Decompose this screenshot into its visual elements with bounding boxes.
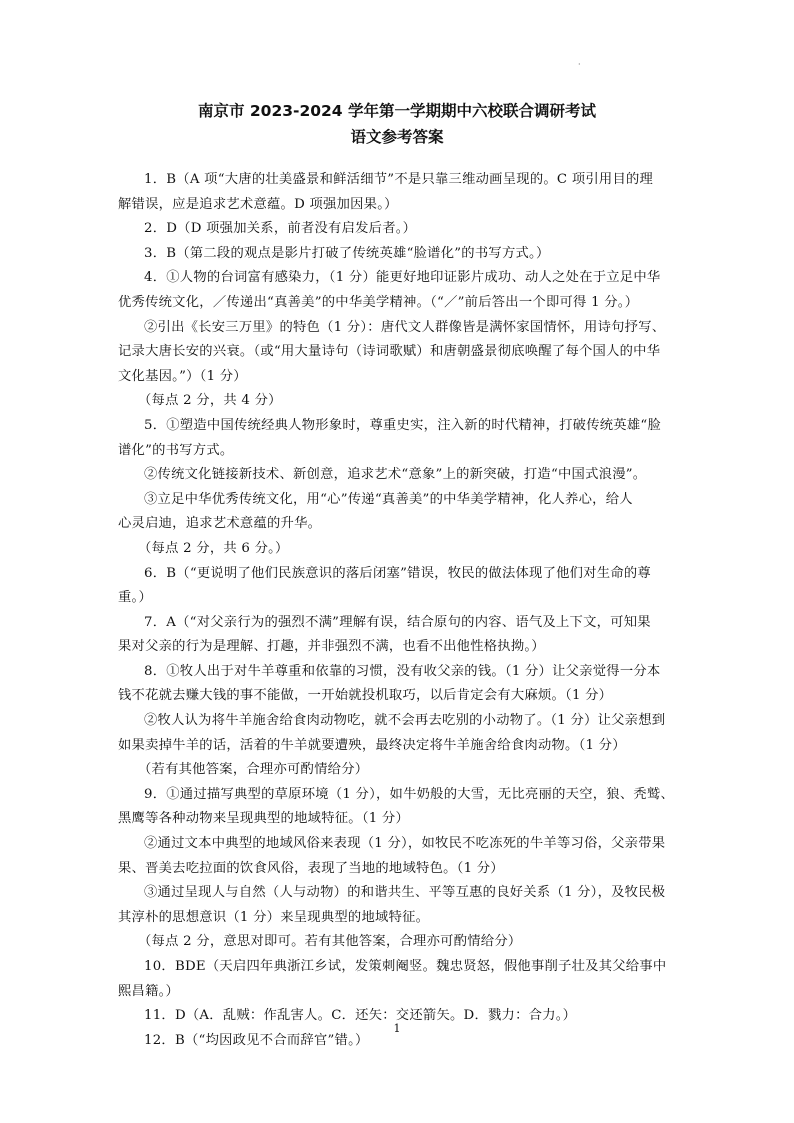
- answer-line: 钱不花就去赚大钱的事不能做，一开始就投机取巧，以后肯定会有大麻烦。（1 分）: [118, 688, 613, 704]
- page-number: 1: [393, 1022, 401, 1035]
- answer-line: ②通过文本中典型的地域风俗来表现（1 分），如牧民不吃冻死的牛羊等习俗，父亲带果: [144, 836, 666, 852]
- answer-list: [118, 168, 686, 1053]
- answer-line: 如果卖掉牛羊的话，活着的牛羊就要遭殃，最终决定将牛羊施舍给食肉动物。（1 分）: [118, 737, 626, 753]
- answer-line: （每点 2 分，意思对即可。若有其他答案，合理亦可酌情给分）: [138, 934, 522, 950]
- answer-line: 文化基因。”）（1 分）: [118, 368, 247, 384]
- corner-mark: ·: [578, 60, 581, 69]
- answer-line: 3．B（第二段的观点是影片打破了传统英雄“脸谱化”的书写方式。）: [144, 245, 550, 261]
- document-subtitle: 语文参考答案: [350, 128, 444, 146]
- answer-line: （每点 2 分，共 4 分）: [138, 393, 282, 409]
- answer-line: ③立足中华优秀传统文化，用“心”传递“真善美”的中华美学精神，化人养心，给人: [144, 491, 633, 507]
- answer-line: ②传统文化链接新技术、新创意，追求艺术“意象”上的新突破，打造“中国式浪漫”。: [144, 467, 647, 483]
- answer-line: 心灵启迪，追求艺术意蕴的升华。: [118, 516, 322, 532]
- answer-line: （若有其他答案，合理亦可酌情给分）: [138, 762, 369, 778]
- answer-line: 1．B（A 项“大唐的壮美盛景和鲜活细节”不是只靠三维动画呈现的。C 项引用目的理: [144, 172, 654, 187]
- answer-line: 11．D（A．乱贼：作乱害人。C．还矢：交还箭矢。D．戮力：合力。）: [144, 1008, 577, 1024]
- answer-line: 果对父亲的行为是理解、打趣，并非强烈不满，也看不出他性格执拗。）: [118, 639, 545, 655]
- answer-line: 9．①通过描写典型的草原环境（1 分），如牛奶般的大雪，无比亮丽的天空，狼、秃鹫、: [144, 786, 675, 802]
- answer-line: 8．①牧人出于对牛羊尊重和依靠的习惯，没有收父亲的钱。（1 分）让父亲觉得一分本: [144, 663, 661, 679]
- answer-line: 2．D（D 项强加关系，前者没有启发后者。）: [144, 221, 417, 237]
- answer-line: 4．①人物的台词富有感染力，（1 分）能更好地印证影片成功、动人之处在于立足中华: [144, 270, 661, 286]
- answer-line: 黑鹰等各种动物来呈现典型的地域特征。（1 分）: [118, 811, 410, 827]
- document-header: [0, 98, 794, 150]
- answer-line: 5．①塑造中国传统经典人物形象时，尊重史实，注入新的时代精神，打破传统英雄“脸: [144, 417, 661, 433]
- answer-line: 6．B（“更说明了他们民族意识的落后闭塞”错误，牧民的做法体现了他们对生命的尊: [144, 565, 651, 581]
- answer-line: 10．BDE（天启四年典浙江乡试，发策刺阉竖。魏忠贤怒，假他事削子壮及其父给事中: [144, 959, 667, 974]
- answer-line: 熙昌籍。）: [118, 983, 180, 999]
- answer-line: 谱化”的书写方式。: [118, 442, 234, 458]
- answer-line: 7．A（“对父亲行为的强烈不满”理解有误，结合原句的内容、语气及上下文，可知果: [144, 614, 651, 630]
- document-title: 南京市 2023-2024 学年第一学期期中六校联合调研考试: [197, 102, 596, 120]
- answer-line: ②牧人认为将牛羊施舍给食肉动物吃，就不会再去吃别的小动物了。（1 分）让父亲想到: [144, 713, 666, 729]
- answer-line: 其淳朴的思想意识（1 分）来呈现典型的地域特征。: [118, 909, 430, 925]
- answer-line: ③通过呈现人与自然（人与动物）的和谐共生、平等互惠的良好关系（1 分），及牧民极: [144, 885, 666, 901]
- answer-line: 记录大唐长安的兴衰。（或“用大量诗句（诗词歌赋）和唐朝盛景彻底唤醒了每个国人的中华: [118, 344, 661, 360]
- answer-line: （每点 2 分，共 6 分。）: [138, 540, 289, 556]
- answer-line: ②引出《长安三万里》的特色（1 分）：唐代文人群像皆是满怀家国情怀，用诗句抒写、: [144, 319, 666, 335]
- answer-line: 优秀传统文化，／传递出“真善美”的中华美学精神。（“／”前后答出一个即可得 1 分。）: [118, 294, 639, 310]
- answer-line: 重。）: [118, 590, 152, 606]
- answer-line: 解错误，应是追求艺术意蕴。D 项强加因果。）: [118, 196, 398, 212]
- answer-line: 12．B（“均因政见不合而辞官”错。）: [144, 1032, 369, 1048]
- answer-line: 果、晋美去吃拉面的饮食风俗，表现了当地的地域特色。（1 分）: [118, 860, 504, 876]
